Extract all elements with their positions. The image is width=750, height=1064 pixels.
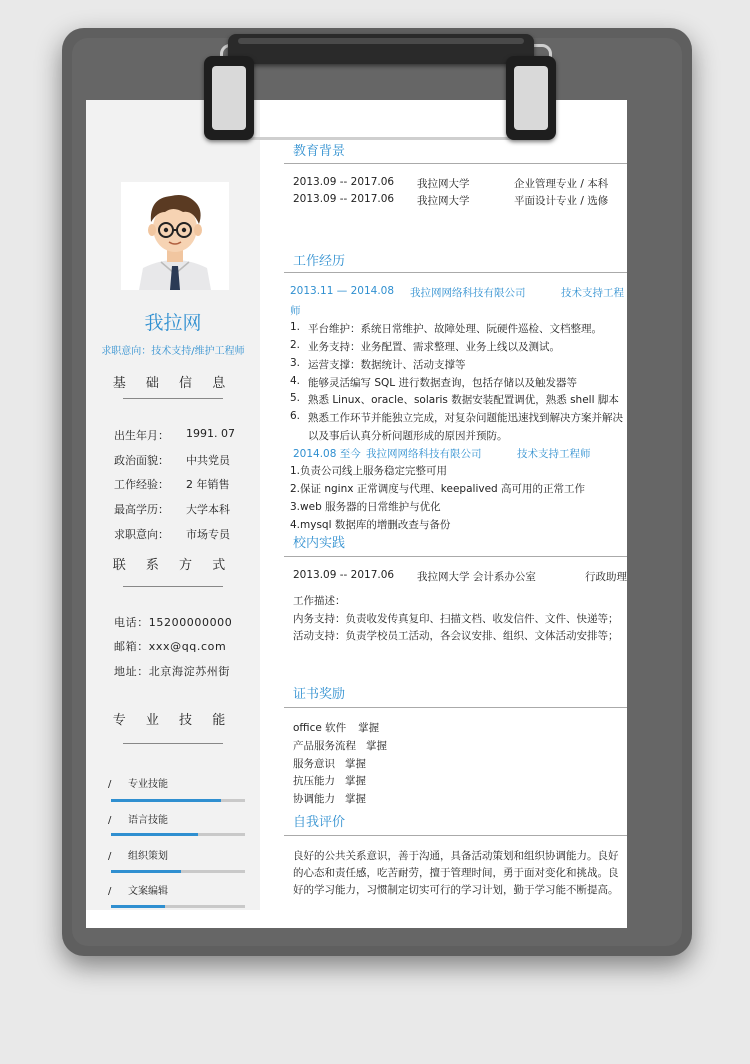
work-divider	[284, 272, 627, 273]
edu-major: 平面设计专业 / 选修	[514, 195, 609, 207]
self-eval-divider	[284, 835, 627, 836]
campus-period: 2013.09 -- 2017.06	[293, 569, 395, 581]
skill-bar	[111, 870, 245, 873]
list-number: 4.	[290, 375, 301, 387]
education-divider	[284, 163, 627, 164]
list-item: 平台维护：系统日常维护、故障处理、阮硬件巡检、文档整理。	[308, 323, 602, 335]
skill-item: / 组织策划	[108, 851, 168, 862]
edu-school: 我拉网大学	[417, 195, 470, 207]
skill-bar	[111, 799, 245, 802]
list-item: 2.保证 nginx 正常调度与代理、keepalived 高可用的正常工作	[290, 483, 586, 495]
info-row-education: 最高学历： 大学本科	[114, 503, 230, 516]
campus-org: 我拉网大学 会计系办公室	[417, 571, 536, 583]
list-number: 3.	[290, 357, 301, 369]
cert-item: office 软件 掌握	[293, 722, 380, 734]
campus-role: 行政助理	[585, 571, 627, 583]
skill-bar-fill	[111, 799, 221, 802]
contact-phone: 电话：15200000000	[114, 616, 233, 629]
candidate-name: 我拉网	[144, 312, 202, 334]
campus-divider	[284, 556, 627, 557]
info-row-intent: 求职意向： 市场专员	[114, 528, 230, 541]
list-item: 熟悉 Linux、oracle、solaris 数据安装配置调优，熟悉 shell 脚本	[308, 394, 619, 406]
contact-address: 地址：北京海淀苏州街	[114, 665, 230, 678]
info-row-politics: 政治面貌： 中共党员	[114, 454, 230, 467]
skills-title: 专 业 技 能	[112, 713, 234, 728]
clip-bar	[228, 34, 534, 64]
skill-bar-fill	[111, 833, 198, 836]
info-row-experience: 工作经验： 2 年销售	[114, 478, 230, 491]
cert-item: 产品服务流程 掌握	[293, 740, 387, 752]
resume-paper	[86, 100, 627, 928]
job2-role: 技术支持工程师	[517, 448, 591, 460]
campus-desc-title: 工作描述：	[293, 595, 346, 607]
certs-divider	[284, 707, 627, 708]
list-item: 能够灵活编写 SQL 进行数据查询，包括存储以及触发器等	[308, 377, 577, 389]
list-item: 运营支撑：数据统计、活动支撑等	[308, 359, 466, 371]
edu-period: 2013.09 -- 2017.06	[293, 176, 395, 188]
list-number: 5.	[290, 392, 301, 404]
skill-bar-fill	[111, 870, 181, 873]
clip-right-leg	[506, 56, 556, 140]
skill-item: / 语言技能	[108, 815, 168, 826]
list-item-wrap: 以及事后认真分析问题形成的原因并预防。	[308, 430, 508, 442]
skill-item: / 专业技能	[108, 779, 168, 790]
cert-item: 服务意识 掌握	[293, 758, 366, 770]
clip-left-leg	[204, 56, 254, 140]
list-number: 2.	[290, 339, 301, 351]
job1-period: 2013.11 — 2014.08	[290, 285, 395, 297]
skill-bar	[111, 905, 245, 908]
job-intent: 求职意向：技术支持/维护工程师	[101, 346, 245, 357]
campus-desc: 内务支持：负责收发传真复印、扫描文档、收发信件、文件、快递等；	[293, 613, 619, 625]
cert-item: 协调能力 掌握	[293, 793, 366, 805]
education-title: 教育背景	[293, 144, 346, 159]
campus-desc: 活动支持：负责学校员工活动，各会议安排、组织、文体活动安排等；	[293, 630, 619, 642]
skill-item: / 文案编辑	[108, 886, 168, 897]
job1-company: 我拉网网络科技有限公司	[410, 287, 526, 299]
sidebar	[86, 100, 260, 910]
basic-info-divider	[123, 398, 223, 399]
basic-info-title: 基 础 信 息	[112, 376, 234, 391]
campus-title: 校内实践	[293, 536, 346, 551]
list-item: 业务支持：业务配置、需求整理、业务上线以及测试。	[308, 341, 560, 353]
job1-role-wrap: 师	[290, 305, 301, 317]
job2-company: 我拉网网络科技有限公司	[366, 448, 482, 460]
info-row-birth: 出生年月： 1991. 07	[114, 427, 235, 442]
list-number: 6.	[290, 410, 301, 422]
skill-bar-fill	[111, 905, 165, 908]
self-eval-line: 好的学习能力，习惯制定切实可行的学习计划，勤于学习能不断提高。	[293, 884, 619, 896]
self-eval-title: 自我评价	[293, 815, 346, 830]
avatar	[121, 182, 229, 290]
list-number: 1.	[290, 321, 301, 333]
work-title: 工作经历	[293, 254, 346, 269]
cert-item: 抗压能力 掌握	[293, 775, 366, 787]
list-item: 3.web 服务器的日常维护与优化	[290, 501, 441, 513]
list-item: 熟悉工作环节并能独立完成，对复杂问题能迅速找到解决方案并解决	[308, 412, 623, 424]
self-eval-line: 良好的公共关系意识，善于沟通，具备活动策划和组织协调能力。良好	[293, 850, 619, 862]
contact-title: 联 系 方 式	[112, 558, 234, 573]
self-eval-line: 的心态和责任感，吃苦耐劳，擅于管理时间，勇于面对变化和挑战。良	[293, 867, 619, 879]
certs-title: 证书奖励	[293, 687, 346, 702]
list-item: 1.负责公司线上服务稳定完整可用	[290, 465, 448, 477]
avatar-illustration	[121, 182, 229, 290]
edu-period: 2013.09 -- 2017.06	[293, 193, 395, 205]
job1-role: 技术支持工程	[561, 287, 624, 299]
skill-bar	[111, 833, 245, 836]
edu-major: 企业管理专业 / 本科	[514, 178, 609, 190]
skills-divider	[123, 743, 223, 744]
job2-period: 2014.08 至今	[293, 448, 361, 460]
contact-divider	[123, 586, 223, 587]
edu-school: 我拉网大学	[417, 178, 470, 190]
list-item: 4.mysql 数据库的增删改查与备份	[290, 519, 451, 531]
contact-email: 邮箱：xxx@qq.com	[114, 640, 227, 653]
